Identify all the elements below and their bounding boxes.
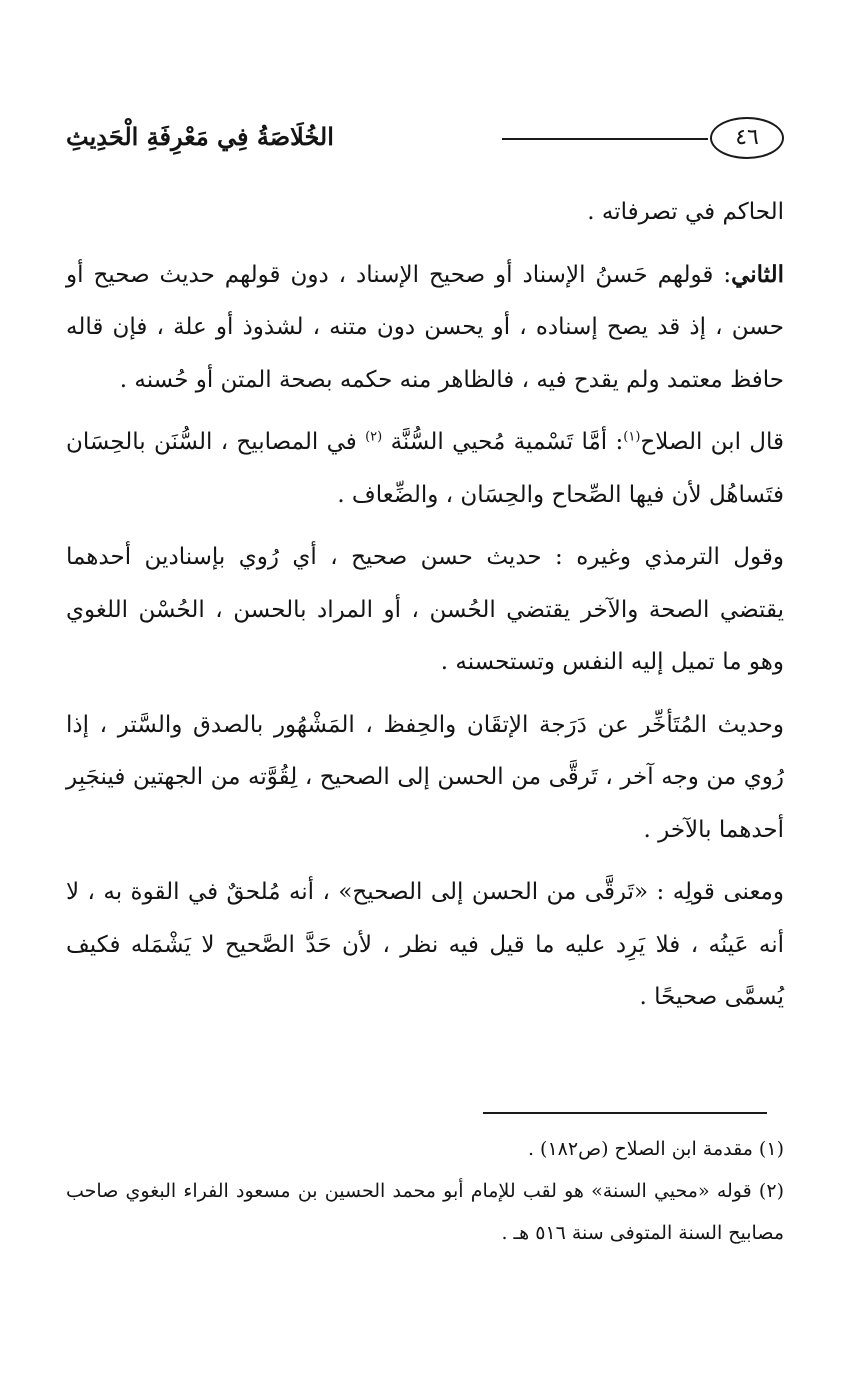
header-rule [502,138,708,140]
paragraph-3 [66,416,784,521]
paragraph-6: ومعنى قولِه : «تَرقَّى من الحسن إلى الصحيح» ، أنه مُلحقٌ في القوة به ، لا أنه عَينُه ، فلا يَرِد عليه ما قيل فيه نظر ، لأن حَدَّ الصَّحيح لا يَشْمَله فكيف يُسمَّى صحيحًا . [66,879,784,1010]
paragraph-3-text-b: : أمَّا تَسْمية مُحيي السُّنَّة [390,429,624,455]
main-text [66,186,784,1034]
paragraph-4: وقول الترمذي وغيره : حديث حسن صحيح ، أي رُوي بإسنادين أحدهما يقتضي الصحة والآخر يقتضي الحُسن ، أو المراد بالحسن ، الحُسْن اللغوي وهو ما تميل إليه النفس وتستحسنه . [66,544,784,675]
footnote-separator [483,1112,767,1114]
footnotes [66,1128,784,1254]
page-number: ٤٦ [710,117,784,159]
paragraph-1: الحاكم في تصرفاته . [587,199,784,225]
footnote-ref-2: (٢) [365,429,383,445]
book-title: الخُلَاصَةُ فِي مَعْرِفَةِ الْحَدِيثِ [66,122,334,151]
running-header [66,112,784,164]
paragraph-5: وحديث المُتَأخِّر عن دَرَجة الإتقَان والحِفظ ، المَشْهُور بالصدق والسَّتر ، إذا رُوي من وجه آخر ، تَرقَّى من الحسن إلى الصحيح ، لِقُوَّته من الجهتين فينجَبِر أحدهما بالآخر . [66,711,784,843]
paragraph-2-lead: الثاني [731,260,784,288]
paragraph-3-text-c: في المصابيح ، السُّنَن بالحِسَان فتَساهُل لأن فيها الصِّحاح والحِسَان ، والضِّعاف . [66,429,784,508]
footnote-2: (٢) قوله «محيي السنة» هو لقب للإمام أبو محمد الحسين بن مسعود الفراء البغوي صاحب مصابيح السنة المتوفى سنة ٥١٦ هـ . [66,1180,784,1244]
paragraph-3-text-a: قال ابن الصلاح [640,429,784,455]
footnote-1: (١) مقدمة ابن الصلاح (ص١٨٢) . [527,1138,784,1160]
paragraph-2-text: : قولهم حَسنُ الإسناد أو صحيح الإسناد ، دون قولهم حديث صحيح أو حسن ، إذ قد يصح إسناده ، أو يحسن دون متنه ، لشذوذ أو علة ، فإن قاله حافظ معتمد ولم يقدح فيه ، فالظاهر منه حكمه بصحة المتن أو حُسنه . [66,261,784,393]
paragraph-2 [66,249,784,407]
footnote-ref-1: (١) [623,429,641,445]
